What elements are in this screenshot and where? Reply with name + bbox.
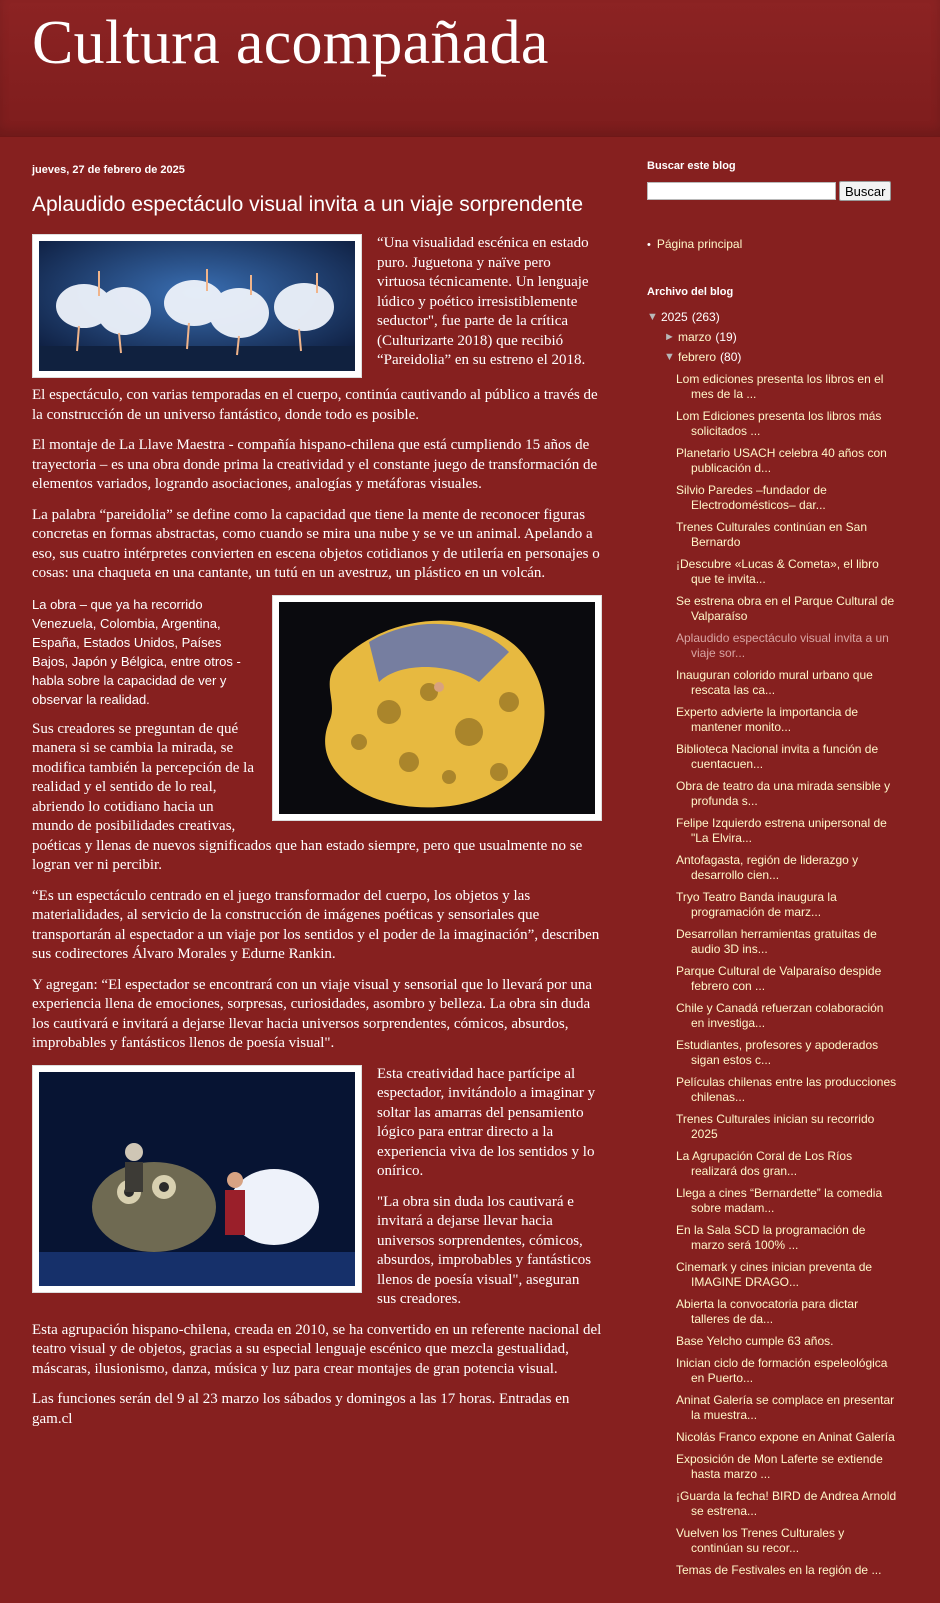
post-date: jueves, 27 de febrero de 2025: [32, 164, 185, 176]
post-body: [32, 234, 602, 1429]
archive-post-link[interactable]: Tryo Teatro Banda inaugura la programación de marz...: [676, 890, 837, 919]
blog-header: [0, 0, 940, 137]
blog-title[interactable]: Cultura acompañada: [32, 9, 549, 77]
post-paragraph: "La obra sin duda los cautivará e invitará a dejarse llevar hacia universos sorprendentes, cómicos, absurdos, improbables y fantásticos llenos de poesía visual", aseguran sus creadores.: [377, 1193, 592, 1307]
archive-post-link[interactable]: Estudiantes, profesores y apoderados sigan estos c...: [676, 1038, 879, 1067]
archive-post-link[interactable]: ¡Guarda la fecha! BIRD de Andrea Arnold se estrena...: [676, 1489, 897, 1518]
post-paragraph: El montaje de La Llave Maestra - compañía hispano-chilena que está cumpliendo 15 años de trayectoria – es una obra donde prima la creatividad y el constante juego de transformación de elementos variados, logrando asociaciones, analogías y metáforas visuales.: [32, 437, 598, 492]
archive-post-item: [676, 1186, 897, 1216]
archive-post-item: [676, 1452, 897, 1482]
archive-post-link[interactable]: Parque Cultural de Valparaíso despide febrero con ...: [676, 964, 882, 993]
archive-post-link[interactable]: Base Yelcho cumple 63 años.: [676, 1334, 834, 1348]
post-image-puppets[interactable]: [32, 1065, 362, 1293]
archive-post-link[interactable]: Desarrollan herramientas gratuitas de audio 3D ins...: [676, 927, 877, 956]
archive-post-link[interactable]: Obra de teatro da una mirada sensible y profunda s...: [676, 779, 891, 808]
ostrich-photo: [39, 241, 355, 371]
archive-post-item: [676, 853, 897, 883]
archive-post-item: [676, 1149, 897, 1179]
search-widget-title: Buscar este blog: [647, 160, 736, 172]
archive-post-item: [676, 890, 897, 920]
archive-post-link[interactable]: Experto advierte la importancia de mantener monito...: [676, 705, 859, 734]
archive-month-link-february[interactable]: febrero: [678, 350, 717, 364]
archive-post-link[interactable]: Felipe Izquierdo estrena unipersonal de "La Elvira...: [676, 816, 887, 845]
search-button[interactable]: Buscar: [839, 181, 891, 201]
archive-post-link[interactable]: Antofagasta, región de liderazgo y desarrollo cien...: [676, 853, 859, 882]
archive-post-link[interactable]: Planetario USACH celebra 40 años con publicación d...: [676, 446, 887, 475]
archive-post-link[interactable]: Abierta la convocatoria para dictar talleres de da...: [676, 1297, 859, 1326]
archive-post-item: [676, 1526, 897, 1556]
archive-post-link[interactable]: En la Sala SCD la programación de marzo será 100% ...: [676, 1223, 866, 1252]
post-paragraph: Las funciones serán del 9 al 23 marzo los sábados y domingos a las 17 horas. Entradas en gam.cl: [32, 1391, 570, 1427]
pages-list: [647, 237, 897, 251]
main-column: [32, 160, 602, 1440]
archive-post-item: [676, 1297, 897, 1327]
archive-month-count-february: (80): [720, 350, 742, 364]
triangle-right-icon[interactable]: ►: [664, 331, 675, 343]
archive-post-link[interactable]: Lom ediciones presenta los libros en el mes de la ...: [676, 372, 884, 401]
cloth-photo: [279, 602, 595, 814]
page-item: [647, 237, 897, 251]
post-image-cloth[interactable]: [272, 595, 602, 821]
archive-post-link[interactable]: La Agrupación Coral de Los Ríos realizará dos gran...: [676, 1149, 853, 1178]
post-paragraph: Y agregan: “El espectador se encontrará con un viaje visual y sensorial que lo llevará por una experiencia llena de emociones, sorpresas, curiosidades, asombro y belleza. La obra sin duda los cautivará e invitará a dejarse llevar hacia universos sorprendentes, cómicos, absurdos, improbables y fantásticos llenos de poesía visual".: [32, 976, 593, 1051]
archive-post-link[interactable]: Biblioteca Nacional invita a función de cuentacuen...: [676, 742, 879, 771]
archive-post-item: [676, 816, 897, 846]
archive-post-link-current[interactable]: Aplaudido espectáculo visual invita a un viaje sor...: [676, 631, 889, 660]
archive-post-link[interactable]: Nicolás Franco expone en Aninat Galería: [676, 1430, 895, 1444]
post-paragraph: Sus creadores se preguntan de qué manera si se cambia la mirada, se modifica también la percepción de la realidad y el sentido de lo real, abriendo lo cotidiano hacia un mundo de posibilidades creativas, poéticas y llenas de nuevos significados que han estado siempre, pero que usualmente no se logran ver ni percibir.: [32, 720, 583, 873]
archive-post-list: [647, 372, 897, 1578]
archive-post-item: [676, 520, 897, 550]
archive-post-item: [676, 446, 897, 476]
search-input[interactable]: [647, 182, 836, 200]
archive-post-link[interactable]: Vuelven los Trenes Culturales y continúan su recor...: [676, 1526, 845, 1555]
archive-month-count-march: (19): [715, 330, 737, 344]
archive-year-row: [647, 310, 897, 324]
archive-post-item: [676, 1563, 897, 1578]
post-paragraph: “Una visualidad escénica en estado puro. Juguetona y naïve pero virtuosa técnicamente. Un lenguaje lúdico y poético irresistiblemente seductor", fue parte de la crítica (Culturizarte 2018) que recibió “Pareidolia” en su estreno el 2018.: [377, 235, 589, 368]
archive-post-item: [676, 1112, 897, 1142]
post-paragraph: Esta creatividad hace partícipe al espectador, invitándolo a imaginar y soltar las amarras del pensamiento lógico para entrar directo a la experiencia viva de los sentidos y lo onírico.: [377, 1065, 596, 1179]
archive-post-link[interactable]: Cinemark y cines inician preventa de IMAGINE DRAGO...: [676, 1260, 873, 1289]
sidebar: [647, 160, 897, 1585]
archive-post-link[interactable]: Inician ciclo de formación espeleológica en Puerto...: [676, 1356, 888, 1385]
post-paragraph: “Es un espectáculo centrado en el juego transformador del cuerpo, los objetos y las materialidades, al servicio de la construcción de imágenes poéticas y sensoriales que transportarán al espectador a un viaje por los sentidos y el poder de la imaginación”, describen sus codirectores Álvaro Morales y Edurne Rankin.: [32, 887, 600, 962]
archive-post-item: [676, 779, 897, 809]
archive-post-item: [676, 668, 897, 698]
triangle-down-icon[interactable]: ▼: [664, 351, 675, 363]
archive-month-row-march: [647, 330, 897, 344]
archive-post-link[interactable]: Aninat Galería se complace en presentar la muestra...: [676, 1393, 895, 1422]
archive-post-item: [676, 1393, 897, 1423]
post-paragraph: La palabra “pareidolia” se define como la capacidad que tiene la mente de reconocer figuras concretas en formas abstractas, como cuando se mira una nube y se ve un animal. Apelando a eso, sus cuatro intérpretes convierten en escena objetos cotidianos y de utilería en personajes o cosas: una chaqueta en una cantante, un tutú en un avestruz, un plástico en un volcán.: [32, 506, 600, 581]
archive-post-link[interactable]: Trenes Culturales continúan en San Bernardo: [676, 520, 868, 549]
post-title: Aplaudido espectáculo visual invita a un viaje sorprendente: [32, 193, 584, 216]
archive-post-item: [676, 1334, 897, 1349]
archive-post-item: [676, 1260, 897, 1290]
archive-post-item: [676, 1223, 897, 1253]
archive-post-item: [676, 1489, 897, 1519]
archive-post-item: [676, 594, 897, 624]
triangle-down-icon[interactable]: ▼: [647, 311, 658, 323]
home-page-link[interactable]: Página principal: [656, 237, 743, 251]
puppets-photo: [39, 1072, 355, 1286]
archive-month-row-february: [647, 350, 897, 364]
archive-post-link[interactable]: Lom Ediciones presenta los libros más solicitados ...: [676, 409, 882, 438]
archive-post-item: [676, 1001, 897, 1031]
archive-post-item: [676, 631, 897, 661]
archive-post-item: [676, 483, 897, 513]
post-paragraph: El espectáculo, con varias temporadas en el cuerpo, continúa cautivando al público a través de la construcción de un universo fantástico, donde todo es posible.: [32, 387, 598, 423]
archive-post-item: [676, 1430, 897, 1445]
archive-month-link-march[interactable]: marzo: [678, 330, 712, 344]
archive-year-link[interactable]: 2025: [661, 310, 688, 324]
archive-post-item: [676, 409, 897, 439]
archive-widget-title: Archivo del blog: [647, 286, 734, 298]
archive-post-link[interactable]: Trenes Culturales inician su recorrido 2025: [676, 1112, 875, 1141]
post-paragraph: Esta agrupación hispano-chilena, creada en 2010, se ha convertido en un referente nacional del teatro visual y de objetos, gracias a su especial lenguaje escénico que mezcla gestualidad, máscaras, ilusionismo, danza, música y luz para crear montajes de gran potencia visual.: [32, 1321, 602, 1377]
archive-post-item: [676, 1038, 897, 1068]
archive-post-link[interactable]: Llega a cines “Bernardette” la comedia sobre madam...: [676, 1186, 883, 1215]
archive-post-link[interactable]: ¡Descubre «Lucas & Cometa», el libro que te invita...: [676, 557, 879, 586]
archive-post-link[interactable]: Se estrena obra en el Parque Cultural de Valparaíso: [676, 594, 895, 623]
archive-post-item: [676, 1356, 897, 1386]
search-form: [647, 181, 897, 201]
archive-post-link[interactable]: Silvio Paredes –fundador de Electrodomésticos– dar...: [676, 483, 827, 512]
archive-post-item: [676, 557, 897, 587]
post-image-ostriches[interactable]: [32, 234, 362, 378]
archive-post-link[interactable]: Temas de Festivales en la región de ...: [676, 1563, 882, 1577]
archive-post-link[interactable]: Películas chilenas entre las producciones chilenas...: [676, 1075, 897, 1104]
archive-post-item: [676, 372, 897, 402]
archive-post-item: [676, 927, 897, 957]
archive-post-item: [676, 705, 897, 735]
post-paragraph: La obra – que ya ha recorrido Venezuela, Colombia, Argentina, España, Estados Unidos, Países Bajos, Japón y Bélgica, entre otros - habla sobre la capacidad de ver y observar la realidad.: [32, 596, 241, 707]
archive-post-item: [676, 964, 897, 994]
archive-post-link[interactable]: Exposición de Mon Laferte se extiende hasta marzo ...: [676, 1452, 883, 1481]
archive-year-count: (263): [691, 310, 720, 324]
archive-post-item: [676, 1075, 897, 1105]
archive-post-item: [676, 742, 897, 772]
archive-post-link[interactable]: Inauguran colorido mural urbano que rescata las ca...: [676, 668, 873, 697]
archive-post-link[interactable]: Chile y Canadá refuerzan colaboración en investiga...: [676, 1001, 884, 1030]
